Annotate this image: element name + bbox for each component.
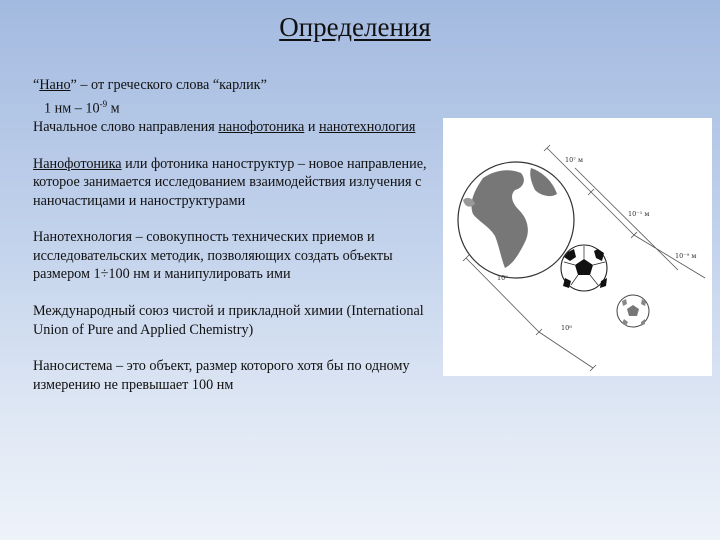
directions-text: Начальное слово направления [33, 118, 219, 135]
nanometer-definition [33, 95, 453, 118]
nano-word: Нано [39, 77, 71, 93]
soccer-ball [561, 245, 607, 291]
small-ball [617, 295, 649, 327]
slide-title: Определения [279, 12, 431, 42]
nm-unit: м [107, 100, 120, 117]
nanophotonics-definition [33, 155, 453, 211]
nm-exponent: -9 [99, 98, 108, 109]
iupac-line: Международный союз чистой и прикладной химии (International Union of Pure and Applied Chemistry) [33, 303, 424, 338]
scale-figure [443, 118, 712, 376]
nano-origin-line [33, 76, 453, 95]
nanosystem-definition: Наносистема – это объект, размер которого хотя бы по одному измерению не превышает 100 нм [33, 358, 410, 393]
label-ratio-1: 10⁸ [497, 274, 508, 282]
slide-body [33, 76, 453, 394]
nanophotonics-term: нанофотоника [218, 118, 305, 135]
quote-open: “ [33, 77, 40, 93]
directions-and: и [304, 118, 319, 135]
label-ratio-2: 10⁸ [561, 324, 572, 332]
nanophotonics-text: или фотоника наноструктур – новое направление, которое занимается исследованием взаимодействия излучения с наночастицами и наноструктурами [33, 155, 427, 209]
nanophotonics-heading: Нанофотоника [33, 155, 122, 172]
scale-diagram [443, 118, 712, 376]
nanotechnology-term: нанотехнология [318, 118, 416, 135]
directions-line [33, 118, 453, 137]
nm-base: 1 нм – 10 [44, 100, 100, 117]
label-nano-size: 10⁻⁹ м [675, 252, 697, 260]
label-earth-size: 10⁷ м [565, 156, 583, 164]
nanotechnology-definition: Нанотехнология – совокупность технических приемов и исследовательских методик, позволяющих создать объекты размером 1÷100 нм и манипулировать ими [33, 229, 393, 283]
label-ball-size: 10⁻¹ м [628, 210, 650, 218]
earth-globe [458, 162, 574, 278]
nano-origin-rest: ” – от греческого слова “карлик” [70, 77, 267, 93]
